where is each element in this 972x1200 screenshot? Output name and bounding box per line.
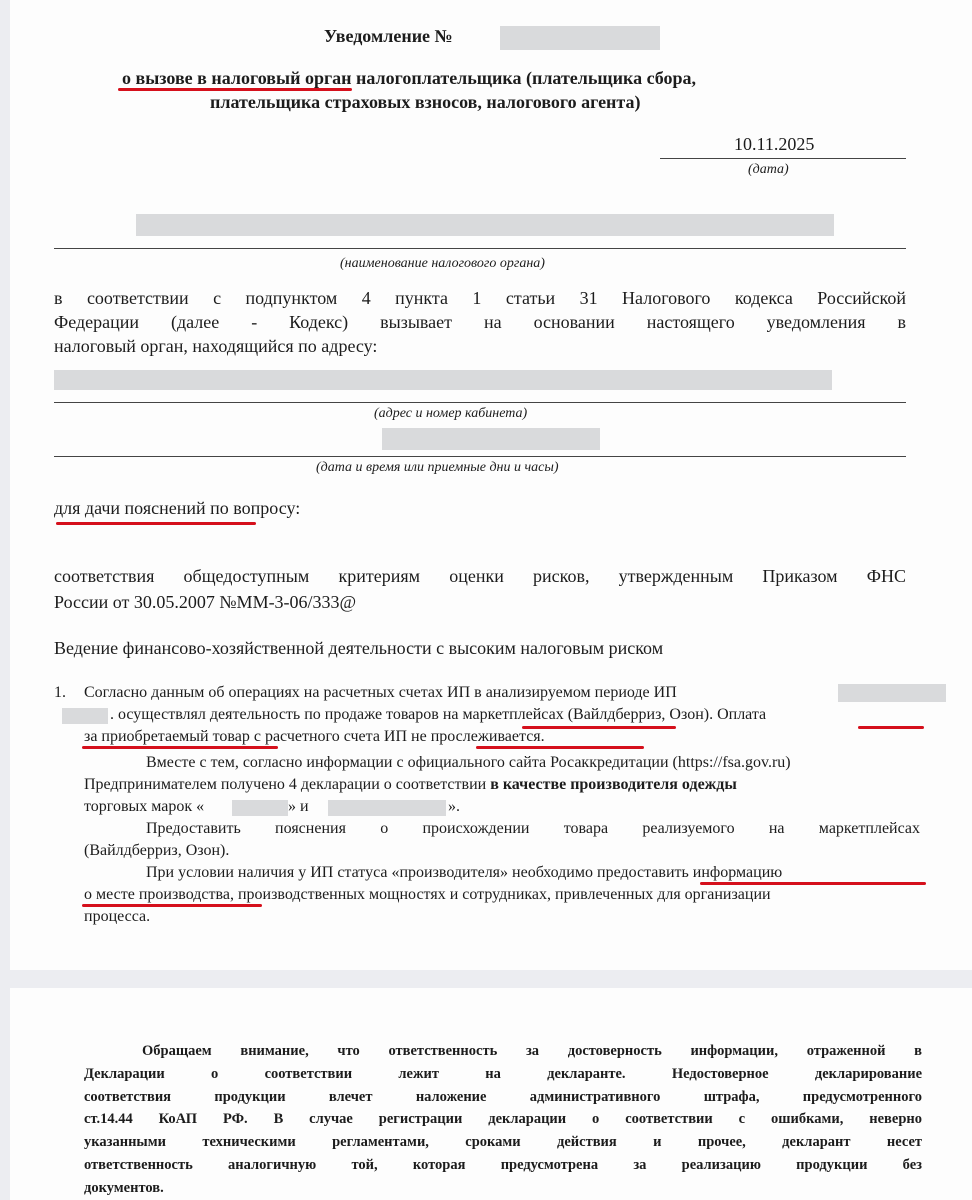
redacted-brand-1 bbox=[232, 800, 288, 816]
datetime-line bbox=[54, 456, 906, 457]
item1-para2-line-3c: ». bbox=[448, 798, 460, 815]
subtitle-rest: орган налогоплательщика (плательщика сбора, bbox=[300, 68, 697, 88]
address-line bbox=[54, 402, 906, 403]
red-underline bbox=[118, 88, 352, 91]
notice-line: документов. bbox=[84, 1179, 164, 1196]
item1-line-1: Согласно данным об операциях на расчетных счетах ИП в анализируемом периоде ИП bbox=[84, 684, 677, 701]
item1-para4-line-1 bbox=[146, 864, 782, 882]
text-run: Оплата bbox=[717, 706, 767, 723]
red-underline bbox=[700, 882, 926, 885]
red-underline bbox=[82, 904, 262, 907]
text-run: . осуществлял деятельность по продаже товаров bbox=[110, 706, 443, 723]
text-run: о месте производства bbox=[84, 886, 230, 903]
item1-line-3 bbox=[84, 728, 545, 746]
redacted-datetime bbox=[382, 428, 600, 450]
document-subtitle-line-2: плательщика страховых взносов, налогового агента) bbox=[210, 92, 641, 112]
purpose-text: для дачи пояснений по вопросу: bbox=[54, 498, 301, 518]
redacted-entrepreneur-initials bbox=[62, 708, 108, 724]
subtitle-highlight: о вызове в налоговый bbox=[122, 68, 301, 88]
item1-para2-line-1: Вместе с тем, согласно информации с официального сайта Росаккредитации (https://fsa.gov.ru) bbox=[146, 754, 791, 771]
red-underline bbox=[82, 746, 278, 749]
date-caption: (дата) bbox=[748, 162, 789, 177]
text-run: за приобретаемый товар bbox=[84, 728, 250, 745]
authority-caption: (наименование налогового органа) bbox=[340, 256, 545, 271]
authority-line bbox=[54, 248, 906, 249]
text-run: При условии наличия у ИП статуса «производителя» необходимо bbox=[146, 864, 597, 881]
text-run: (Вайлдберриз, Озон). bbox=[563, 706, 718, 723]
red-underline bbox=[858, 726, 924, 729]
notice-line: ст.14.44 КоАП РФ. В случае регистрации декларации о соответствии с ошибками, неверно bbox=[84, 1111, 922, 1128]
item1-para2-line-2 bbox=[84, 776, 737, 794]
redacted-brand-2 bbox=[328, 800, 446, 816]
notice-line: указанными техническими регламентами, сроками действия и прочее, декларант несет bbox=[84, 1134, 922, 1151]
notice-date: 10.11.2025 bbox=[734, 134, 815, 154]
criteria-line-2: России от 30.05.2007 №ММ-3-06/333@ bbox=[54, 592, 357, 612]
redacted-notice-number bbox=[500, 26, 660, 50]
risk-heading: Ведение финансово-хозяйственной деятельности с высоким налоговым риском bbox=[54, 638, 664, 658]
item1-para2-line-3: торговых марок « bbox=[84, 798, 205, 815]
document-subtitle-line-1 bbox=[122, 68, 696, 89]
notice-line: Декларации о соответствии лежит на декларанте. Недостоверное декларирование bbox=[84, 1065, 922, 1082]
item1-para3-line-1: Предоставить пояснения о происхождении товара реализуемого на маркетплейсах bbox=[146, 820, 920, 837]
text-run: с расчетного счета ИП bbox=[249, 728, 412, 745]
notice-line: ответственность аналогичную той, которая предусмотрена за реализацию продукции без bbox=[84, 1156, 922, 1173]
text-run: Предпринимателем получено 4 декларации о соответствии bbox=[84, 776, 491, 793]
criteria-line-1: соответствия общедоступным критериям оценки рисков, утвержденным Приказом ФНС bbox=[54, 566, 906, 586]
redacted-address bbox=[54, 370, 832, 390]
item-number: 1. bbox=[54, 684, 66, 701]
intro-line-3: налоговый орган, находящийся по адресу: bbox=[54, 336, 378, 356]
redacted-entrepreneur-name bbox=[838, 684, 946, 702]
text-run: . bbox=[540, 728, 545, 745]
red-underline bbox=[476, 746, 644, 749]
date-line bbox=[660, 158, 906, 159]
notice-line: соответствия продукции влечет наложение административного штрафа, предусмотренного bbox=[84, 1088, 922, 1105]
intro-line-2: Федерации (далее - Кодекс) вызывает на основании настоящего уведомления в bbox=[54, 312, 906, 332]
legal-notice bbox=[84, 1040, 922, 1200]
text-run: на маркетплейсах bbox=[442, 706, 564, 723]
item1-line-2 bbox=[110, 706, 766, 724]
text-run: не прослеживается bbox=[411, 728, 541, 745]
datetime-caption: (дата и время или приемные дни и часы) bbox=[316, 460, 559, 475]
item1-para4-line-2 bbox=[84, 886, 771, 904]
intro-line-1: в соответствии с подпунктом 4 пункта 1 статьи 31 Налогового кодекса Российской bbox=[54, 288, 906, 308]
red-underline bbox=[522, 726, 676, 729]
item1-para4-line-3: процесса. bbox=[84, 908, 151, 925]
item1-para3-line-2: (Вайлдберриз, Озон). bbox=[84, 842, 230, 859]
notice-line: Обращаем внимание, что ответственность за достоверность информации, отраженной в bbox=[142, 1043, 922, 1059]
address-caption: (адрес и номер кабинета) bbox=[374, 406, 528, 421]
text-run: предоставить информацию bbox=[597, 864, 783, 881]
item1-para2-line-3b: » и bbox=[288, 798, 309, 815]
document-title: Уведомление № bbox=[324, 26, 453, 46]
text-run-bold: в качестве производителя одежды bbox=[490, 776, 737, 793]
red-underline bbox=[56, 522, 256, 525]
redacted-authority-name bbox=[136, 214, 834, 236]
text-run: , производственных мощностях и сотрудниках, привлеченных для организации bbox=[229, 886, 771, 903]
